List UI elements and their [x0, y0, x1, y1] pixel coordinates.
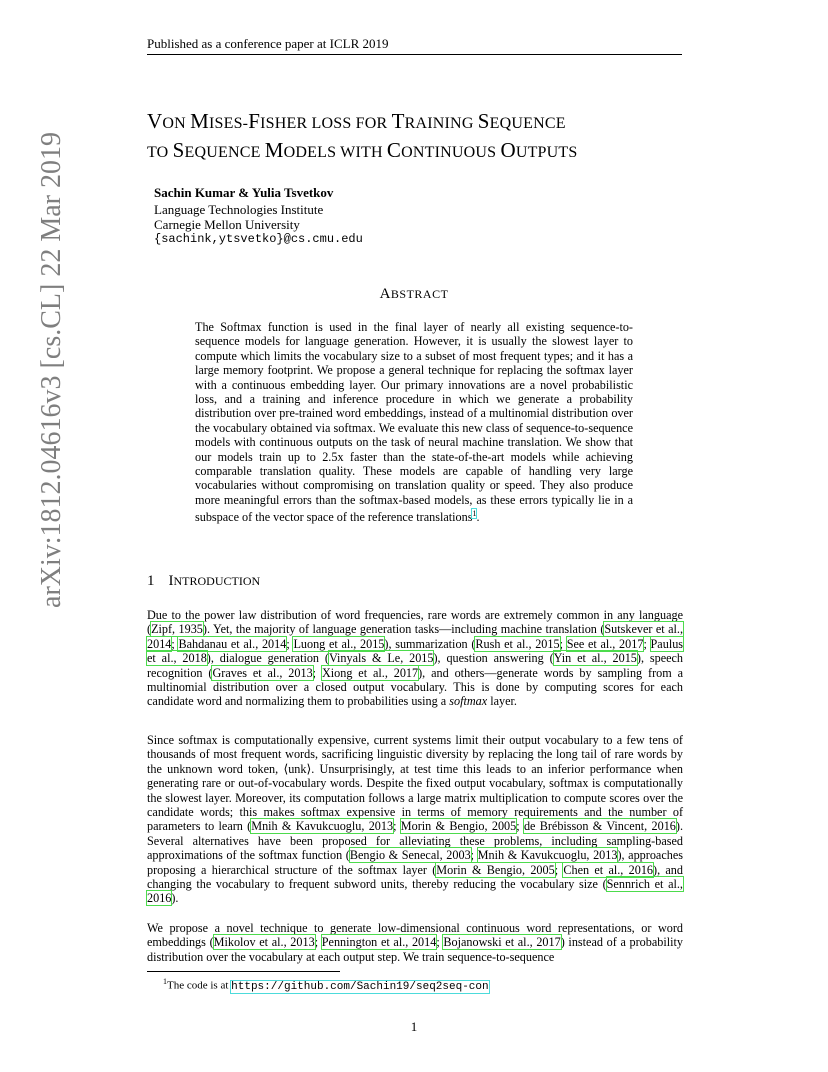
paragraph-text: Since softmax is computationally expensive, current systems limit their output vocabulary to a few tens of thousands of most frequent words, sacrificing linguistic diversity by replacing the long tail of rare words by the unknown word token, ⟨unk⟩. Unsurprisingly, at test time this leads to an inferior performance when generating rare or out-of-vocabulary words. Despite the fixed output vocabulary, softmax is computationally the slowest layer. Moreover, its computation follows a large matrix multiplication to compute scores over the candidate words; this makes softmax expensive in terms of memory requirements and the number of parameters to learn (	[147, 733, 683, 834]
paragraph-text: ;	[312, 665, 322, 680]
paragraph-text: ), summarization (	[384, 636, 476, 651]
footnote	[163, 977, 489, 993]
paragraph-text: ;	[643, 636, 651, 651]
citation-link[interactable]: Mnih & Kavukcuoglu, 2013	[251, 819, 394, 834]
abstract-heading-cap: A	[379, 286, 391, 302]
paragraph-1	[147, 608, 683, 709]
title-word-rest: EQUENCE	[184, 144, 265, 161]
footnote-text: The code is at	[167, 979, 232, 992]
citation-link[interactable]: de Brébisson & Vincent, 2016	[523, 819, 676, 834]
title-word-cap: F	[248, 109, 261, 133]
header-rule	[147, 54, 682, 55]
authors: Sachin Kumar & Yulia Tsvetkov	[154, 185, 334, 200]
title-word-cap: S	[172, 138, 185, 162]
citation-link[interactable]: Pennington et al., 2014	[321, 935, 437, 950]
title-word-cap: O	[500, 138, 516, 162]
section-title-rest: NTRODUCTION	[173, 574, 261, 588]
paragraph-text: ), speech recognition (	[147, 651, 684, 680]
paragraph-text: ), and changing the vocabulary to frequent subword units, thereby reducing the vocabulary size (	[147, 862, 683, 892]
paragraph-text: ). Yet, the majority of language generation tasks—including machine translation (	[202, 622, 605, 637]
paragraph-text: ), question answering (	[433, 651, 554, 666]
paragraph-text: ;	[470, 848, 478, 863]
footnote-mark: 1	[163, 977, 167, 986]
arxiv-id: arXiv:1812.04616v3 [cs.CL] 22 Mar 2019	[36, 132, 67, 608]
footnote-rule	[147, 971, 340, 972]
citation-link[interactable]: Zipf, 1935	[151, 622, 203, 637]
citation-link[interactable]: Morin & Bengio, 2005	[400, 819, 517, 834]
citation-link[interactable]: Bojanowski et al., 2017	[443, 935, 561, 950]
title-word-cap: C	[386, 138, 402, 162]
title-word-rest: RAINING	[404, 115, 478, 132]
section-number: 1	[147, 573, 155, 589]
paragraph-text: ), approaches proposing a hierarchical structure of the softmax layer (	[147, 848, 683, 877]
title-word-cap: M	[264, 138, 284, 162]
paragraph-text: ), dialogue generation (	[206, 651, 329, 666]
citation-link[interactable]: Paulus et al., 2018	[147, 636, 684, 666]
title-line-1	[147, 108, 687, 137]
citation-link[interactable]: Sennrich et al., 2016	[147, 877, 683, 906]
citation-link[interactable]: Morin & Bengio, 2005	[436, 862, 555, 877]
citation-link[interactable]: Sutskever et al., 2014	[147, 622, 684, 651]
citation-link[interactable]: Luong et al., 2015	[293, 636, 385, 651]
title-word-cap: M	[190, 109, 209, 133]
code-url-link[interactable]: https://github.com/Sachin19/seq2seq-con	[231, 980, 489, 993]
running-header: Published as a conference paper at ICLR 2019	[147, 36, 389, 51]
paragraph-text: layer.	[487, 694, 517, 709]
emphasis-text: softmax	[449, 694, 488, 709]
paragraph-text: ). Several alternatives have been proposed for alleviating these problems, including sampling-based approximations of the softmax function (	[147, 819, 683, 863]
abstract-heading-rest: BSTRACT	[390, 287, 449, 301]
title-word-cap: V	[147, 109, 163, 133]
citation-link[interactable]: Mikolov et al., 2013	[213, 935, 315, 950]
paragraph-text: Due to the power law distribution of word frequencies, rare words are extremely common in any language (	[147, 608, 683, 637]
paragraph-text: ), and others—generate words by sampling from a multinomial distribution over a closed output vocabulary. This is done by computing scores for each candidate word and normalizing them to probabilities using a	[147, 665, 683, 709]
paragraph-text: ;	[286, 636, 294, 651]
paragraph-text: ) instead of a probability distribution over the vocabulary at each output step. We train sequence-to-sequence	[147, 935, 683, 964]
affiliation-line: Language Technologies Institute	[154, 202, 324, 217]
affiliation-line: Carnegie Mellon University	[154, 217, 300, 232]
paragraph-text: ;	[436, 935, 444, 950]
abstract-body: The Softmax function is used in the final layer of nearly all existing sequence-to-sequence models for language generation. However, it is usually the slowest layer to compute which limits the vocabulary size to a subset of most frequent types; and it has a large memory footprint. We propose a general technique for replacing the softmax layer with a continuous embedding layer. Our primary innovations are a novel probabilistic loss, and a training and inference procedure in which we generate a probability distribution over pre-trained word embeddings, instead of a multinomial distribution over the vocabulary obtained via softmax. We evaluate this new class of sequence-to-sequence models with continuous outputs on the task of neural machine translation. We show that our models train up to 2.5x faster than the state-of-the-art models while achieving comparable translation quality. These models are capable of handling very large vocabularies without compromising on translation quality or speed. They also produce more meaningful errors than the softmax-based models, as these errors typically lie in a subspace of the vector space of the reference translations$^1$.	[195, 320, 633, 525]
citation-link[interactable]: Yin et al., 2015	[553, 651, 637, 666]
paragraph-text: We propose a novel technique to generate low-dimensional continuous word representations, or word embeddings (	[147, 921, 683, 950]
paragraph-text: ;	[393, 819, 401, 834]
title-word-rest: ONTINUOUS	[401, 144, 501, 161]
paragraph-text: ).	[171, 891, 179, 906]
section-title-cap: I	[168, 573, 174, 589]
author-email: {sachink,ytsvetko}@cs.cmu.edu	[154, 232, 363, 246]
title-word-rest: ISES-	[208, 115, 249, 132]
citation-link[interactable]: Mnih & Kavukcuoglu, 2013	[477, 848, 618, 863]
title-word-rest: TO	[147, 144, 173, 161]
title-word-cap: T	[391, 109, 405, 133]
paragraph-text: ;	[554, 862, 564, 877]
title-word-rest: ODELS WITH	[283, 144, 387, 161]
paragraph-text: ;	[314, 935, 322, 950]
page-number: 1	[410, 1019, 418, 1034]
paragraph-text: ;	[171, 636, 179, 651]
title-word-cap: S	[477, 109, 490, 133]
abstract-heading	[0, 286, 828, 303]
citation-link[interactable]: See et al., 2017	[566, 636, 644, 651]
title-word-rest: EQUENCE	[489, 115, 566, 132]
title-word-rest: ISHER	[260, 115, 312, 132]
citation-link[interactable]: Bahdanau et al., 2014	[178, 636, 287, 651]
section-heading	[147, 573, 260, 590]
paragraph-3	[147, 921, 683, 964]
affiliation	[154, 202, 323, 232]
paper-title	[147, 108, 687, 166]
paragraph-text: ;	[559, 636, 567, 651]
paragraph-text: ;	[516, 819, 524, 834]
title-word-rest: LOSS FOR	[311, 115, 392, 132]
citation-link[interactable]: Bengio & Senecal, 2003	[349, 848, 471, 863]
title-line-2	[147, 137, 687, 166]
footnote-link[interactable]: 1	[472, 509, 477, 519]
title-word-rest: ON	[162, 115, 191, 132]
citation-link[interactable]: Graves et al., 2013	[212, 665, 313, 680]
paragraph-2	[147, 733, 683, 906]
citation-link[interactable]: Xiong et al., 2017	[321, 665, 419, 680]
abstract-text: The Softmax function is used in the final layer of nearly all existing sequence-to-sequence models for language generation. However, it is usually the slowest layer to compute which limits the vocabulary size to a subset of most frequent types; and it has a large memory footprint. We propose a general technique for replacing the softmax layer with a continuous embedding layer. Our primary innovations are a novel probabilistic loss, and a training and inference procedure in which we generate a probability distribution over pre-trained word embeddings, instead of a multinomial distribution over the vocabulary obtained via softmax. We evaluate this new class of sequence-to-sequence models with continuous outputs on the task of neural machine translation. We show that our models train up to 2.5x faster than the state-of-the-art models while achieving comparable translation quality. These models are capable of handling very large vocabularies without compromising on translation quality or speed. They also produce more meaningful errors than the softmax-based models, as these errors typically lie in a subspace of the vector space of the reference translations	[195, 320, 633, 525]
citation-link[interactable]: Vinyals & Le, 2015	[328, 651, 434, 666]
citation-link[interactable]: Rush et al., 2015	[475, 636, 560, 651]
citation-link[interactable]: Chen et al., 2016	[563, 862, 654, 877]
title-word-rest: UTPUTS	[515, 144, 578, 161]
